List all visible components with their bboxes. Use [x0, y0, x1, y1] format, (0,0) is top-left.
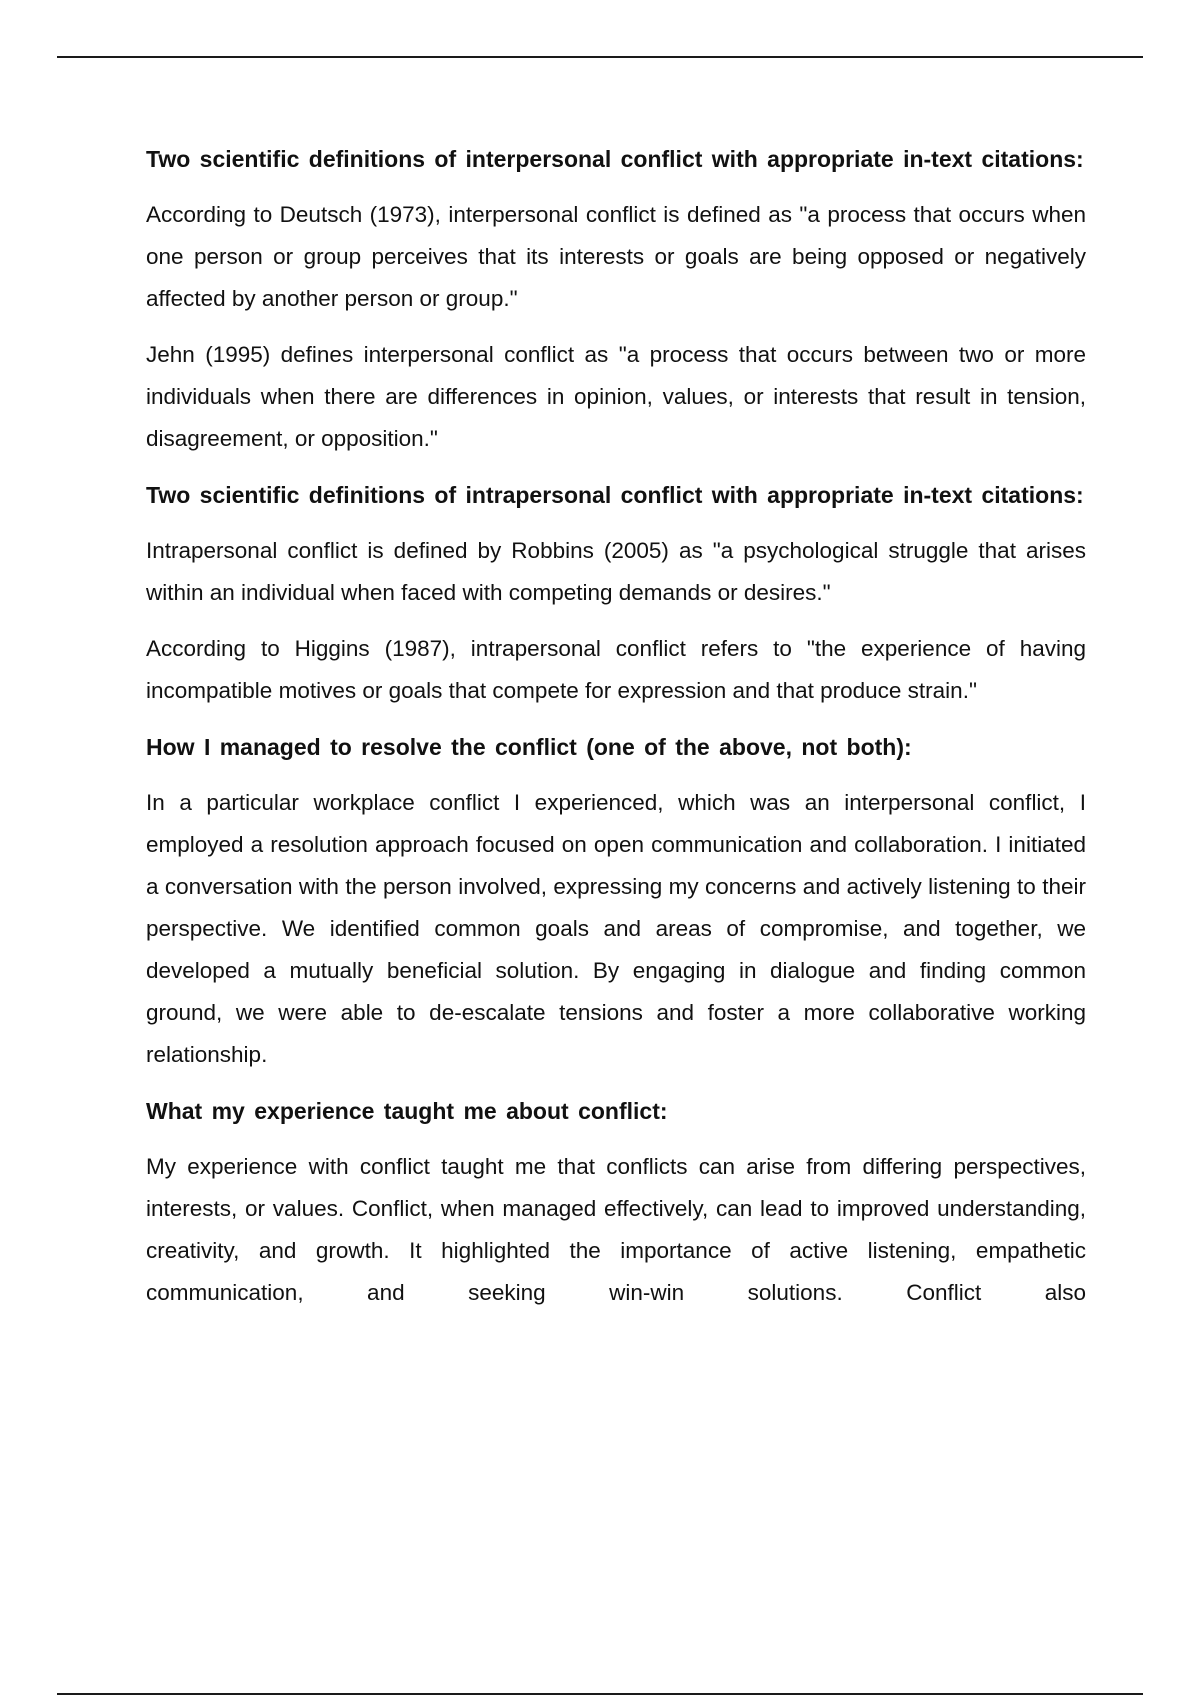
section-heading: How I managed to resolve the conflict (one of the above, not both):	[146, 734, 912, 760]
section-conflict-resolution	[146, 726, 1086, 1076]
paragraph: My experience with conflict taught me that conflicts can arise from differing perspectives, interests, or values. Conflict, when managed effectively, can lead to improved understanding, creativity, and growth. It highlighted the importance of active listening, empathetic communication, and seeking win-win solutions. Conflict also	[146, 1154, 1086, 1305]
section-heading: Two scientific definitions of interpersonal conflict with appropriate in-text citations:	[146, 146, 1084, 172]
section-interpersonal-definitions	[146, 138, 1086, 460]
section-lessons-learned	[146, 1090, 1086, 1314]
footer-rule	[57, 1693, 1143, 1695]
paragraph: Intrapersonal conflict is defined by Robbins (2005) as "a psychological struggle that arises within an individual when faced with competing demands or desires."	[146, 538, 1086, 605]
section-heading: Two scientific definitions of intrapersonal conflict with appropriate in-text citations:	[146, 482, 1084, 508]
paragraph: According to Deutsch (1973), interpersonal conflict is defined as "a process that occurs when one person or group perceives that its interests or goals are being opposed or negatively affected by another person or group."	[146, 202, 1086, 311]
paragraph: In a particular workplace conflict I experienced, which was an interpersonal conflict, I employed a resolution approach focused on open communication and collaboration. I initiated a conversation with the person involved, expressing my concerns and actively listening to their perspective. We identified common goals and areas of compromise, and together, we developed a mutually beneficial solution. By engaging in dialogue and finding common ground, we were able to de-escalate tensions and foster a more collaborative working relationship.	[146, 790, 1086, 1067]
document-body	[146, 138, 1086, 1328]
header-rule	[57, 56, 1143, 58]
section-intrapersonal-definitions	[146, 474, 1086, 712]
paragraph: According to Higgins (1987), intrapersonal conflict refers to "the experience of having incompatible motives or goals that compete for expression and that produce strain."	[146, 636, 1086, 703]
section-heading: What my experience taught me about conflict:	[146, 1098, 668, 1124]
paragraph: Jehn (1995) defines interpersonal conflict as "a process that occurs between two or more individuals when there are differences in opinion, values, or interests that result in tension, disagreement, or opposition."	[146, 342, 1086, 451]
